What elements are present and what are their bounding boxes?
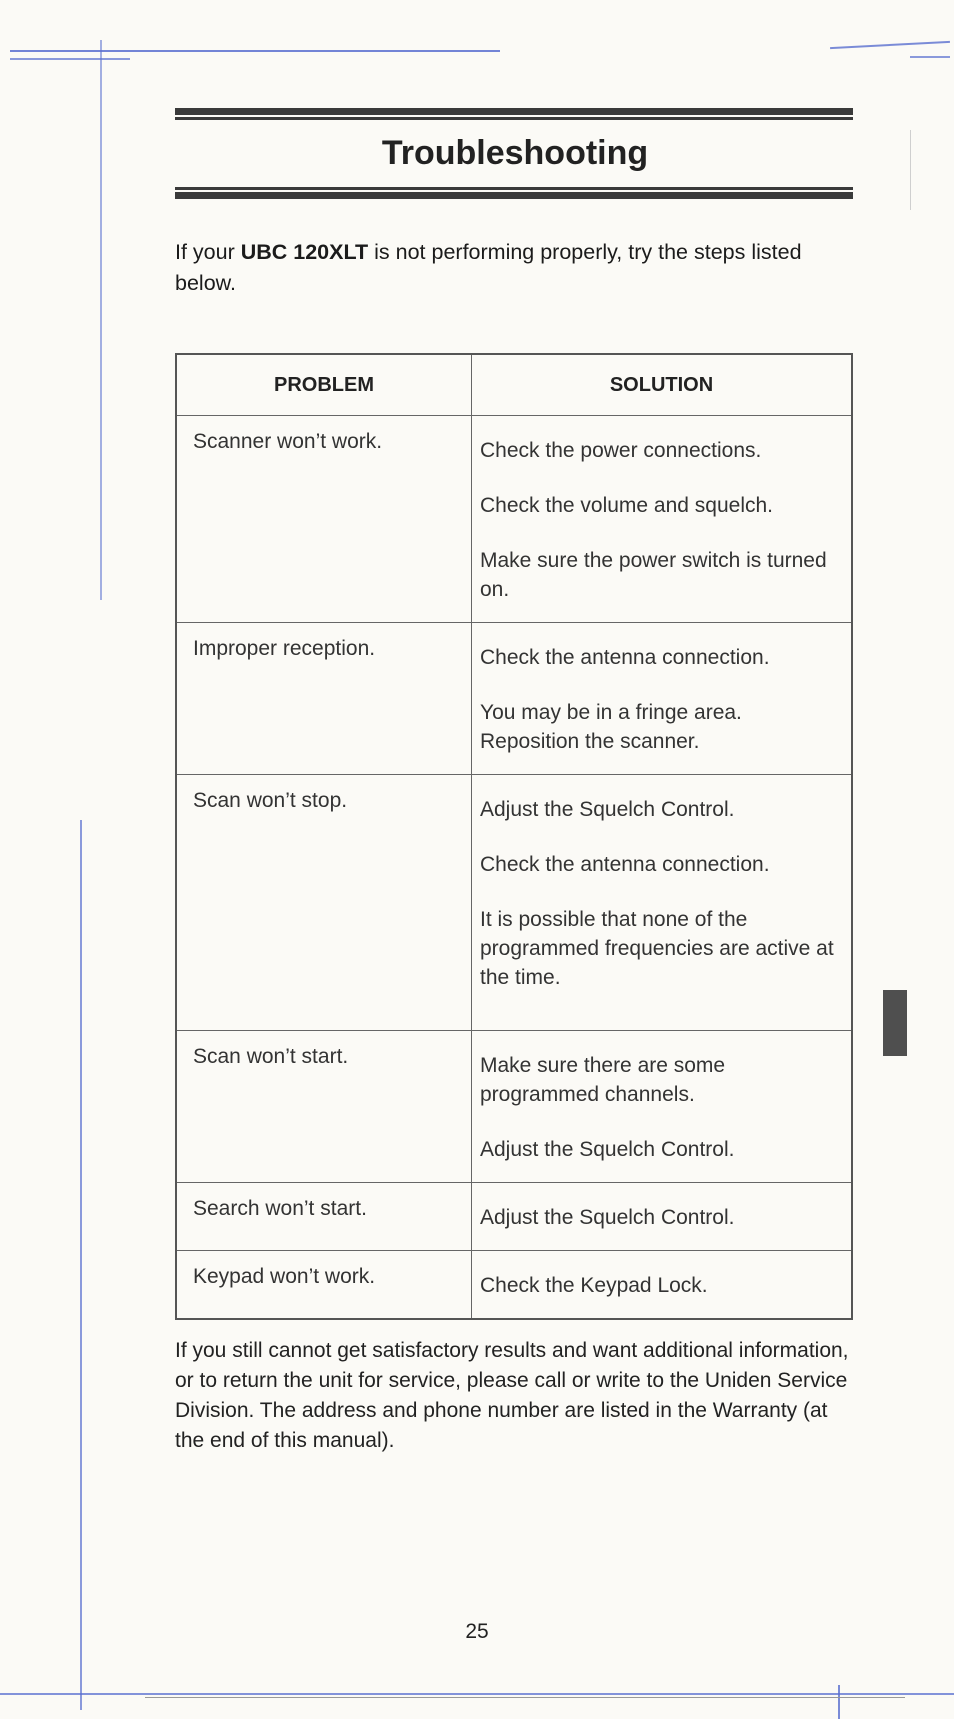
title-rule-bottom-thin	[175, 187, 853, 190]
pen-mark	[830, 41, 950, 49]
solution-cell	[472, 623, 853, 775]
closing-paragraph: If you still cannot get satisfactory results and want additional information, or to return the unit for service, please call or write to the Uniden Service Division. The address and phone number are listed in the Warranty (at the end of this manual).	[175, 1339, 849, 1452]
solution-cell	[472, 1183, 853, 1251]
solution-step: Adjust the Squelch Control.	[480, 798, 735, 821]
solution-cell	[472, 775, 853, 1031]
title-rule-top-thin	[175, 117, 853, 120]
table-row	[176, 775, 852, 1031]
solution-cell	[472, 1251, 853, 1320]
solution-step: Check the Keypad Lock.	[480, 1274, 708, 1297]
model-name: UBC 120XLT	[240, 240, 369, 264]
page-number: 25	[465, 1620, 489, 1643]
problem-cell: Scan won’t stop.	[176, 775, 472, 1031]
table-header-row	[176, 354, 852, 416]
solution-step: Adjust the Squelch Control.	[480, 1206, 735, 1229]
table-row	[176, 416, 852, 623]
problem-header: PROBLEM	[176, 354, 472, 416]
pen-mark	[10, 58, 130, 60]
problem-cell: Improper reception.	[176, 623, 472, 775]
solution-step: Check the antenna connection.	[480, 853, 770, 876]
problem-cell: Scanner won’t work.	[176, 416, 472, 623]
table-row	[176, 1251, 852, 1320]
problem-cell: Search won’t start.	[176, 1183, 472, 1251]
title-rule-bottom	[175, 192, 853, 199]
problem-cell: Scan won’t start.	[176, 1031, 472, 1183]
pen-mark	[910, 56, 950, 58]
pen-mark	[0, 1693, 954, 1695]
table-row	[176, 623, 852, 775]
solution-cell	[472, 1031, 853, 1183]
page-title: Troubleshooting	[381, 134, 649, 172]
table-row	[176, 1031, 852, 1183]
scan-edge-mark	[910, 130, 911, 210]
troubleshooting-table	[175, 353, 853, 1320]
intro-paragraph	[175, 237, 857, 299]
section-thumb-tab	[883, 990, 907, 1056]
solution-step: Check the antenna connection.	[480, 646, 770, 669]
solution-step: Make sure there are some programmed channels.	[480, 1054, 726, 1106]
problem-cell: Keypad won’t work.	[176, 1251, 472, 1320]
intro-suffix: is not performing properly, try the steps listed below.	[175, 240, 802, 295]
solution-step: Adjust the Squelch Control.	[480, 1138, 735, 1161]
solution-step: Make sure the power switch is turned on.	[480, 549, 827, 601]
solution-step: It is possible that none of the programmed frequencies are active at the time.	[480, 908, 834, 989]
solution-header: SOLUTION	[472, 354, 853, 416]
pen-mark	[10, 50, 500, 52]
solution-step: Check the volume and squelch.	[480, 494, 774, 517]
pen-mark	[838, 1685, 840, 1719]
page-content	[175, 108, 855, 1456]
pen-mark	[100, 40, 102, 600]
table-row	[176, 1183, 852, 1251]
title-rule-top	[175, 108, 853, 115]
solution-step: Check the power connections.	[480, 439, 762, 462]
intro-prefix: If your	[175, 240, 241, 264]
pen-mark	[80, 820, 82, 1710]
solution-step: You may be in a fringe area. Reposition the scanner.	[480, 701, 742, 753]
solution-cell	[472, 416, 853, 623]
footer-rule	[145, 1697, 905, 1698]
